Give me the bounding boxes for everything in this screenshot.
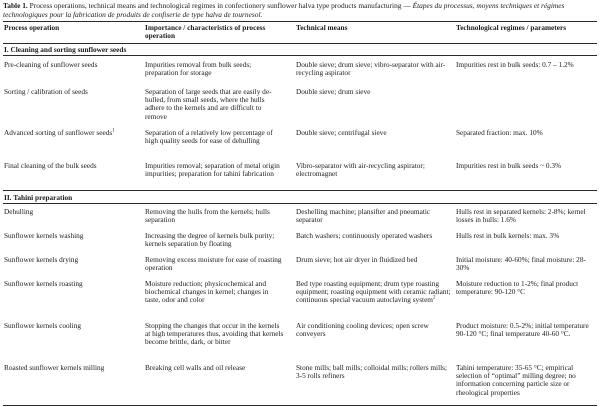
cell-operation: Dehulling [4, 207, 34, 216]
cell-technical-means: Air conditioning cooling devices; open screw conveyers [296, 321, 429, 339]
cell-operation [4, 129, 122, 137]
cell-technical-means [296, 280, 451, 305]
cell-regimes: Moisture reduction to 1-2%; final product temperature: 90-120 °C [456, 279, 579, 297]
cell-importance: Separation of large seeds that are easily de-hulled, from small seeds, where the hulls adhere to the kernels and are difficult to remove [145, 87, 272, 121]
cell-regimes: Initial moisture: 40-60%; final moisture: 28-30% [456, 255, 586, 273]
cell-regimes: Tahini temperature: 35-65 °C; empirical selection of “optimal” milling degree; no information concerning particle size or rheological properties [456, 363, 576, 397]
cell-importance: Removing excess moisture for ease of roasting operation [145, 255, 282, 273]
cell-regimes: Impurities rest in bulk seeds ~ 0.3% [456, 161, 562, 170]
cell-importance: Stopping the changes that occur in the kernels at high temperatures thus, avoiding that kernels become brittle, dark, or bitter [145, 321, 284, 347]
cell-operation: Sunflower kernels drying [4, 255, 79, 264]
cell-regimes: Product moisture: 0.5-2%; initial temperature 90-120 °C; final temperature 40-60 °C. [456, 321, 589, 339]
cell-importance: Impurities removal; separation of metal origin impurities; preparation for tahini fabrication [145, 161, 280, 179]
cell-regimes: Separated fraction: max. 10% [456, 128, 543, 137]
cell-regimes: Hulls rest in separated kernels: 2-8%; kernel losses in hulls: 1.6% [456, 207, 586, 225]
cell-operation: Pre-cleaning of sunflower seeds [4, 60, 98, 69]
cell-operation: Sunflower kernels cooling [4, 321, 82, 330]
section-1-rule [3, 55, 597, 56]
section-2-rule [3, 203, 597, 204]
header-process-operation: Process operation [4, 23, 60, 32]
header-technical-means: Technical means [296, 23, 348, 32]
top-rule [3, 21, 597, 22]
cell-importance: Breaking cell walls and oil release [145, 363, 246, 372]
footnote-marker: 1 [112, 128, 115, 134]
cell-importance: Increasing the degree of kernels bulk purity; kernels separation by floating [145, 231, 275, 249]
cell-operation: Sunflower kernels roasting [4, 279, 83, 288]
cell-importance: Moisture reduction; physicochemical and biochemical changes in kernel; changes in taste, odor and color [145, 279, 269, 305]
caption-english: Process operations, technical means and technological regimes in confectionery sunflower halva type products manufacturing — [27, 1, 413, 10]
cell-technical-means: Double sieve; centrifugal sieve [296, 128, 387, 137]
cell-technical-means: Batch washers; continuously operated washers [296, 231, 433, 240]
cell-importance: Separation of a relatively low percentage of high quality seeds for ease of dehulling [145, 128, 273, 146]
cell-technical-means: Stone mills; ball mills; colloidal mills; rollers mills; 3-5 rolls refiners [296, 363, 448, 381]
header-rule [3, 43, 597, 44]
cell-technical-means: Double sieve; drum sieve; vibro-separator with air-recycling aspirator [296, 60, 446, 78]
header-regimes: Technological regimes / parameters [456, 23, 567, 32]
section-2-top-rule [3, 190, 597, 191]
cell-regimes: Impurities rest in bulk seeds: 0.7 – 1.2% [456, 60, 574, 69]
operation-text: Advanced sorting of sunflower seeds [4, 128, 113, 137]
cell-technical-means: Double sieve; drum sieve [296, 87, 371, 96]
cell-technical-means: Drum sieve; hot air dryer in fluidized bed [296, 255, 418, 264]
header-importance: Importance / characteristics of process operation [145, 23, 266, 41]
footnote-marker: 2 [433, 295, 436, 301]
table-caption [3, 2, 597, 19]
cell-operation: Sorting / calibration of seeds [4, 87, 88, 96]
cell-importance: Removing the hulls from the kernels; hulls separation [145, 207, 270, 225]
cell-operation: Roasted sunflower kernels milling [4, 363, 105, 372]
cell-importance: Impurities removal from bulk seeds; preparation for storage [145, 60, 252, 78]
cell-operation: Final cleaning of the bulk seeds [4, 161, 97, 170]
section-title: II. Tahini preparation [4, 193, 73, 202]
cell-technical-means: Deshelling machine; plansifter and pneumatic separator [296, 207, 431, 225]
caption-french: Étapes du processus, moyens techniques et régimes technologiques pour la fabrication de produits de confiserie de type halva de tournesol. [3, 1, 565, 19]
section-title: I. Cleaning and sorting sunflower seeds [4, 45, 127, 54]
bottom-rule [3, 405, 597, 406]
cell-technical-means: Vibro-separator with air-recycling aspirator; electromagnet [296, 161, 425, 179]
cell-regimes: Hulls rest in bulk kernels: max. 3% [456, 231, 560, 240]
cell-operation: Sunflower kernels washing [4, 231, 84, 240]
technical-means-text: Bed type roasting equipment; drum type roasting equipment; roasting equipment with ceramic radiant; continuous special vacuum autoclaving system [296, 279, 451, 305]
caption-label: Table 1. [3, 1, 28, 10]
